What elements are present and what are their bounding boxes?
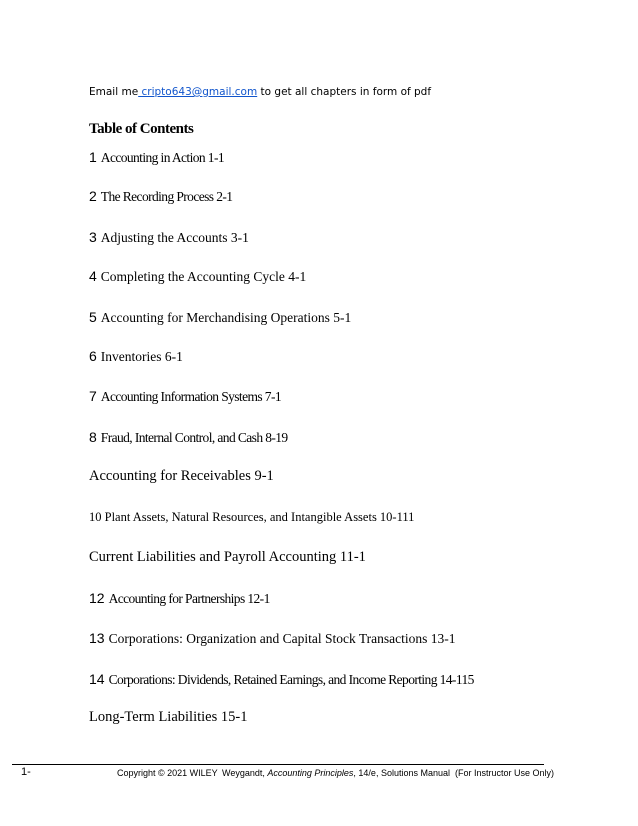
footer-book-info [222,768,450,778]
toc-item [89,630,456,647]
toc-item [89,229,249,246]
footer-author: Weygandt, [222,768,268,778]
toc-item [89,468,274,485]
toc-item-text: Adjusting the Accounts 3-1 [100,230,249,245]
toc-item [89,188,232,205]
toc-item [89,671,474,688]
email-line [89,86,431,98]
toc-item-number: 13 [89,630,105,646]
toc-item-number: 4 [89,268,97,284]
toc-item-text: Accounting for Partnerships 12-1 [108,591,270,606]
toc-item [89,309,351,326]
toc-item [89,429,288,446]
toc-item-text: Inventories 6-1 [100,349,183,364]
toc-item-number: 12 [89,590,105,606]
footer-instructor-note: (For Instructor Use Only) [455,768,555,778]
toc-item-text: Accounting for Receivables 9-1 [89,468,274,484]
toc-title: Table of Contents [89,121,194,137]
toc-item-number: 8 [89,429,97,445]
footer-divider [12,764,544,765]
toc-item-text: Current Liabilities and Payroll Accounting 11-1 [89,549,366,565]
footer-edition: , 14/e, Solutions Manual [353,768,450,778]
toc-item [89,549,366,566]
toc-item-text: The Recording Process 2-1 [100,189,233,204]
footer-copyright: Copyright © 2021 WILEY [117,768,218,778]
toc-item [89,149,224,166]
toc-item [89,348,183,365]
toc-item-number: 7 [89,388,97,404]
email-suffix: to get all chapters in form of pdf [257,86,432,98]
toc-item [89,709,247,726]
email-prefix: Email me [89,86,139,98]
toc-item-number: 6 [89,348,97,364]
toc-item [89,510,414,525]
toc-item-text: Corporations: Organization and Capital Stock Transactions 13-1 [108,631,456,646]
toc-item [89,590,270,607]
toc-item-text: 10 Plant Assets, Natural Resources, and Intangible Assets 10-111 [89,510,415,524]
footer-page-number: 1- [21,766,31,778]
toc-item-number: 2 [89,188,97,204]
toc-item-text: Completing the Accounting Cycle 4-1 [100,269,307,284]
toc-item-text: Fraud, Internal Control, and Cash 8-19 [100,430,288,445]
toc-item [89,388,281,405]
toc-item-number: 1 [89,149,97,165]
toc-item-text: Long-Term Liabilities 15-1 [89,709,248,725]
toc-item [89,268,306,285]
toc-item-number: 3 [89,229,97,245]
footer-book-title: Accounting Principles [267,768,354,778]
toc-item-number: 5 [89,309,97,325]
toc-item-number: 14 [89,671,105,687]
toc-item-text: Corporations: Dividends, Retained Earnings, and Income Reporting 14-115 [108,672,474,687]
email-link[interactable]: cripto643@gmail.com [138,86,258,98]
toc-item-text: Accounting Information Systems 7-1 [100,389,281,404]
toc-item-text: Accounting for Merchandising Operations 5-1 [100,310,352,325]
toc-item-text: Accounting in Action 1-1 [100,150,225,165]
